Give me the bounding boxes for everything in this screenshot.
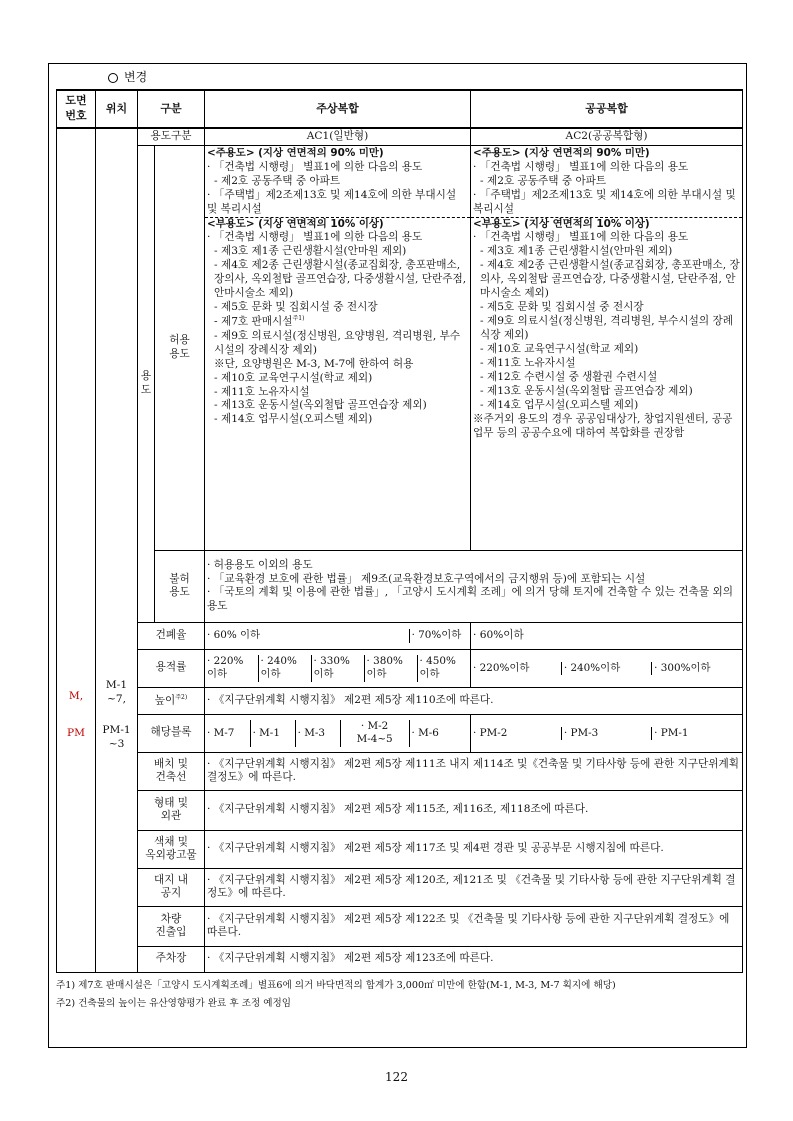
ac1-sub-item: - 제9호 의료시설(정신병원, 요양병원, 격리병원, 부수시설의 장례식장 제외) xyxy=(214,329,461,356)
ac2-sub-item: - 제4호 제2종 근린생활시설(종교집회장, 총포판매소, 장의사, 옥외철탑 골프연습장, 다중생활시설, 단란주점, 안마시술소 제외) xyxy=(480,259,740,300)
open-space-text: · 《지구단위계획 시행지침》 제2편 제5장 제120조, 제121조 및 《건축물 및 기타사항 등에 관한 지구단위계획 결정도》에 따른다. xyxy=(205,868,743,906)
ac1-sub-head: <부용도> (지상 연면적의 10% 이상) xyxy=(207,217,384,230)
circle-bullet-icon xyxy=(108,73,118,83)
ac1-sub-item: - 제14호 업무시설(오피스텔 제외) xyxy=(214,413,373,426)
vehicle-text: · 《지구단위계획 시행지침》 제2편 제5장 제122조 및 《건축물 및 기타사항 등에 관한 지구단위계획 결정도》에 따른다. xyxy=(205,906,743,946)
zone-ac2: AC2(공공복합형) xyxy=(471,128,743,145)
header-ac2: 공공복합 xyxy=(471,90,743,128)
ac2-sub-item: - 제5호 문화 및 집회시설 중 전시장 xyxy=(480,301,644,314)
vehicle-label: 차량 진출입 xyxy=(138,906,205,946)
form-label: 형태 및 외관 xyxy=(138,790,205,830)
forbid-text xyxy=(205,550,743,622)
ac1-sub-item-with-note: - 제7호 판매시설$^{주1)}$ xyxy=(214,315,305,328)
section-heading: 변경 xyxy=(108,68,147,85)
height-label: 높이$^{주2)}$ xyxy=(138,687,205,714)
zone-ac1: AC1(일반형) xyxy=(205,128,471,145)
parking-label: 주차장 xyxy=(138,946,205,972)
plan-table xyxy=(56,89,743,973)
coverage-ac1-a: · 60% 이하 xyxy=(205,629,409,643)
ac2-sub-item: - 제12호 수련시설 중 생활권 수련시설 xyxy=(480,371,658,383)
blocks-ac2 xyxy=(471,714,743,752)
layout-label: 배치 및 건축선 xyxy=(138,752,205,790)
ac2-sub-head: <부용도> (지상 연면적의 10% 이상) xyxy=(473,217,650,230)
far-ac1 xyxy=(205,649,471,687)
ac2-sub-item: · 「건축법 시행령」 별표1에 의한 다음의 용도 xyxy=(473,231,689,244)
allow-ac2 xyxy=(471,145,743,550)
color-text: · 《지구단위계획 시행지침》 제2편 제5장 제117조 및 제4편 경관 및 공공부문 시행지침에 따른다. xyxy=(205,830,743,868)
block-ac1: · M-2 M-4~5 xyxy=(340,720,409,747)
far-ac2 xyxy=(471,649,743,687)
blocks-label: 해당블록 xyxy=(138,714,205,752)
ac1-sub-item: ※단, 요양병원은 M-3, M-7에 한하여 허용 xyxy=(214,357,414,370)
allow-ac1 xyxy=(205,145,471,550)
ac1-sub-item: - 제4호 제2종 근린생활시설(종교집회장, 총포판매소, 장의사, 옥외철탑 골프연습장, 다중생활시설, 단란주점, 안마시술소 제외) xyxy=(214,259,467,300)
block-ac1: · M-3 xyxy=(295,720,340,747)
note-mark-1: 주1) xyxy=(292,315,305,323)
drawing-no-1: M, xyxy=(68,689,84,702)
ac1-main-item: · 「주택법」제2조제13호 및 제14호에 의한 부대시설 및 복리시설 xyxy=(207,188,457,215)
ac2-sub-item: - 제13호 운동시설(옥외철탑 골프연습장 제외) xyxy=(480,384,693,397)
ac1-sub-item: - 제5호 문화 및 집회시설 중 전시장 xyxy=(214,301,378,314)
ac1-sub-section xyxy=(205,217,470,428)
ac1-sub-item: · 「건축법 시행령」 별표1에 의한 다음의 용도 xyxy=(207,231,423,244)
block-ac2: · PM-2 xyxy=(471,727,561,741)
location-1: M-1 xyxy=(105,678,128,691)
location-3: PM-1 xyxy=(102,724,131,737)
allow-label: 허용 용도 xyxy=(155,145,205,550)
block-ac2: · PM-3 xyxy=(561,727,651,741)
far-ac1-value: · 380% 이하 xyxy=(364,655,417,682)
location-cell xyxy=(96,128,138,972)
header-division: 구분 xyxy=(138,90,205,128)
block-ac1: · M-1 xyxy=(250,720,295,747)
ac2-sub-item: - 제9호 의료시설(정신병원, 격리병원, 부수시설의 장례식장 제외) xyxy=(480,315,733,342)
header-drawing-no: 도면 번호 xyxy=(57,90,96,128)
far-ac2-value: · 240%이하 xyxy=(561,662,651,676)
drawing-no-2: PM xyxy=(67,727,85,740)
ac1-sub-item: - 제10호 교육연구시설(학교 제외) xyxy=(214,371,373,384)
ac1-main-item: - 제2호 공동주택 중 아파트 xyxy=(214,174,341,187)
coverage-ac2: · 60%이하 xyxy=(471,622,743,649)
forbid-item: · 「국토의 계획 및 이용에 관한 법률」, 「고양시 도시계획 조례」에 의거 당해 토지에 건축할 수 있는 건축물 외의 용도 xyxy=(207,586,733,613)
coverage-ac1-b: · 70%이하 xyxy=(411,629,462,642)
header-location: 위치 xyxy=(96,90,138,128)
note-mark-2: 주2) xyxy=(175,693,188,701)
footnotes xyxy=(56,977,742,1013)
open-space-label: 대지 내 공지 xyxy=(138,868,205,906)
footnote-1: 주1) 제7호 판매시설은「고양시 도시계획조례」별표6에 의거 바닥면적의 합계가 3,000㎡ 미만에 한함(M-1, M-3, M-7 획지에 해당) xyxy=(56,980,616,991)
ac2-main-item: · 「주택법」제2조제13호 및 제14호에 의한 부대시설 및 복리시설 xyxy=(473,188,736,215)
far-ac1-value: · 220% 이하 xyxy=(205,655,258,682)
ac1-main-item: · 「건축법 시행령」 별표1에 의한 다음의 용도 xyxy=(207,160,423,173)
ac2-sub-note: ※주거외 용도의 경우 공공임대상가, 창업지원센터, 공공업무 등의 공공수요에 대하여 복합화를 권장함 xyxy=(473,412,733,439)
location-4: ~3 xyxy=(108,738,125,751)
forbid-item: · 「교육환경 보호에 관한 법률」 제9조(교육환경보호구역에서의 금지행위 등)에 포함되는 시설 xyxy=(207,572,646,585)
height-text: · 《지구단위계획 시행지침》 제2편 제5장 제110조에 따른다. xyxy=(205,687,743,714)
block-ac1: · M-7 xyxy=(205,720,250,747)
coverage-label: 건폐율 xyxy=(138,622,205,649)
form-text: · 《지구단위계획 시행지침》 제2편 제5장 제115조, 제116조, 제118조에 따른다. xyxy=(205,790,743,830)
blocks-ac1 xyxy=(205,714,471,752)
drawing-no-cell xyxy=(57,128,96,972)
ac2-sub-item: - 제10호 교육연구시설(학교 제외) xyxy=(480,343,639,356)
page-number: 122 xyxy=(385,1070,408,1084)
ac2-main-item: - 제2호 공동주택 중 아파트 xyxy=(480,174,607,187)
zone-label: 용도구분 xyxy=(138,128,205,145)
ac2-main-head: <주용도> (지상 연면적의 90% 미만) xyxy=(473,146,650,159)
ac1-sub-item: - 제3호 제1종 근린생활시설(안마원 제외) xyxy=(214,245,407,258)
layout-text: · 《지구단위계획 시행지침》 제2편 제5장 제111조 내지 제114조 및《건축물 및 기타사항 등에 관한 지구단위계획 결정도》에 따른다. xyxy=(205,752,743,790)
ac2-sub-section xyxy=(471,217,742,441)
ac2-sub-item: - 제3호 제1종 근린생활시설(안마원 제외) xyxy=(480,245,673,258)
block-ac1: · M-6 xyxy=(411,726,439,739)
far-ac1-value: · 330% 이하 xyxy=(311,655,364,682)
ac2-sub-item: - 제11호 노유자시설 xyxy=(480,357,576,370)
coverage-ac1 xyxy=(205,622,471,649)
use-label: 용도 xyxy=(138,145,155,622)
far-ac1-value: · 450% 이하 xyxy=(419,654,456,681)
ac1-sub-item: - 제11호 노유자시설 xyxy=(214,385,310,398)
ac2-main-item: · 「건축법 시행령」 별표1에 의한 다음의 용도 xyxy=(473,160,689,173)
color-label: 색채 및 옥외광고물 xyxy=(138,830,205,868)
forbid-label: 불허 용도 xyxy=(155,550,205,622)
location-2: ~7, xyxy=(107,692,126,705)
block-ac2: · PM-1 xyxy=(654,726,689,739)
ac1-sub-item: - 제13호 운동시설(옥외철탑 골프연습장 제외) xyxy=(214,399,427,412)
ac2-sub-item: - 제14호 업무시설(오피스텔 제외) xyxy=(480,398,639,411)
far-label: 용적률 xyxy=(138,649,205,687)
far-ac2-value: · 220%이하 xyxy=(471,662,561,676)
header-ac1: 주상복합 xyxy=(205,90,471,128)
ac1-main-head: <주용도> (지상 연면적의 90% 미만) xyxy=(207,146,384,159)
forbid-item: · 허용용도 이외의 용도 xyxy=(207,558,313,571)
parking-text: · 《지구단위계획 시행지침》 제2편 제5장 제123조에 따른다. xyxy=(205,946,743,972)
footnote-2: 주2) 건축물의 높이는 유산영향평가 완료 후 조정 예정임 xyxy=(56,998,292,1010)
far-ac2-value: · 300%이하 xyxy=(654,661,711,674)
far-ac1-value: · 240% 이하 xyxy=(258,655,311,682)
